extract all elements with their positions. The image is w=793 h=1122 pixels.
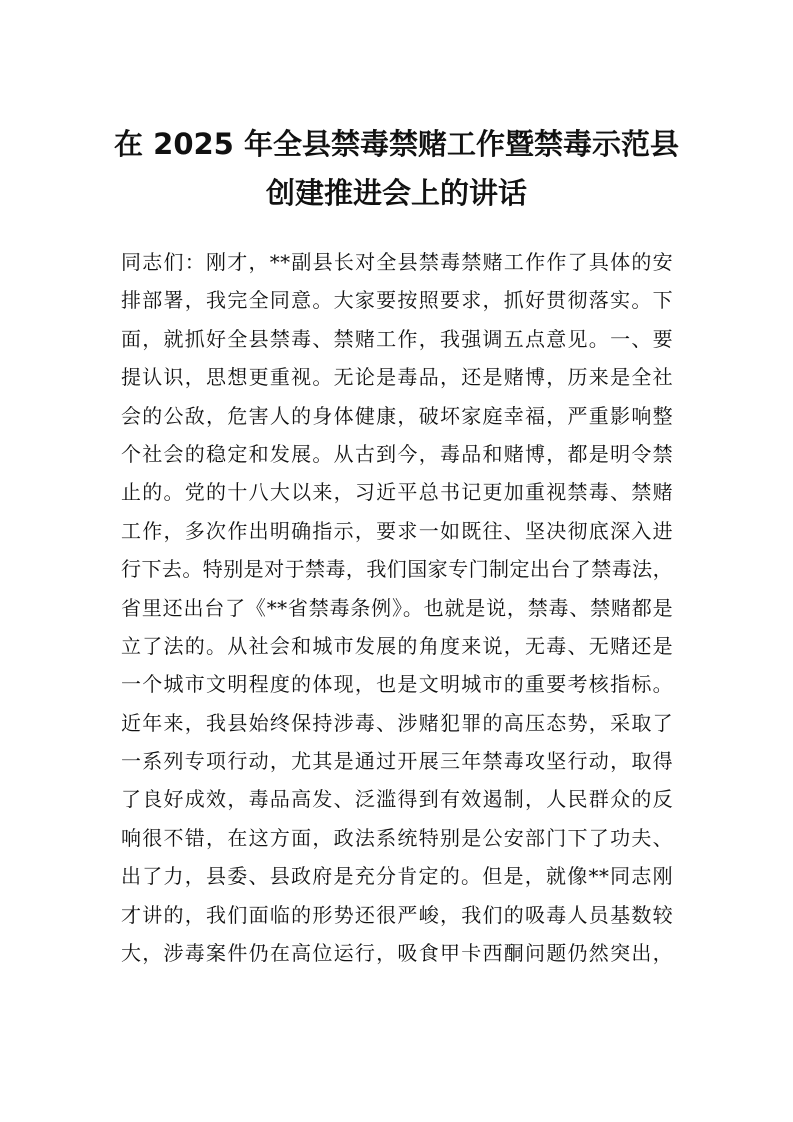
body-line-12: 一个城市文明程度的体现，也是文明城市的重要考核指标。 — [121, 672, 673, 697]
document-title-line-2: 创建推进会上的讲话 — [265, 176, 527, 210]
body-line-6: 个社会的稳定和发展。从古到今，毒品和赌博，都是明令禁 — [121, 441, 673, 466]
body-line-9: 行下去。特别是对于禁毒，我们国家专门制定出台了禁毒法， — [121, 557, 673, 582]
body-line-3: 面，就抓好全县禁毒、禁赌工作，我强调五点意见。一、要 — [121, 326, 673, 351]
body-line-2: 排部署，我完全同意。大家要按照要求，抓好贯彻落实。下 — [121, 288, 673, 313]
body-line-5: 会的公敌，危害人的身体健康，破坏家庭幸福，严重影响整 — [121, 403, 673, 428]
body-line-17: 出了力，县委、县政府是充分肯定的。但是，就像**同志刚 — [121, 864, 673, 889]
body-line-11: 立了法的。从社会和城市发展的角度来说，无毒、无赌还是 — [121, 633, 673, 658]
body-line-13: 近年来，我县始终保持涉毒、涉赌犯罪的高压态势，采取了 — [121, 710, 673, 735]
body-line-4: 提认识，思想更重视。无论是毒品，还是赌博，历来是全社 — [121, 365, 673, 390]
document-title-line-1: 在 2025 年全县禁毒禁赌工作暨禁毒示范县 — [114, 127, 679, 161]
body-line-10: 省里还出台了《**省禁毒条例》。也就是说，禁毒、禁赌都是 — [121, 595, 673, 620]
body-line-19: 大，涉毒案件仍在高位运行，吸食甲卡西酮问题仍然突出， — [121, 941, 673, 966]
body-line-14: 一系列专项行动，尤其是通过开展三年禁毒攻坚行动，取得 — [121, 749, 673, 774]
body-line-1: 同志们：刚才，**副县长对全县禁毒禁赌工作作了具体的安 — [121, 250, 673, 274]
speech-body — [121, 243, 673, 972]
body-line-7: 止的。党的十八大以来，习近平总书记更加重视禁毒、禁赌 — [121, 480, 673, 505]
body-line-16: 响很不错，在这方面，政法系统特别是公安部门下了功夫、 — [121, 825, 673, 850]
body-line-15: 了良好成效，毒品高发、泛滥得到有效遏制，人民群众的反 — [121, 787, 673, 812]
body-line-18: 才讲的，我们面临的形势还很严峻，我们的吸毒人员基数较 — [121, 902, 673, 927]
body-line-8: 工作，多次作出明确指示，要求一如既往、坚决彻底深入进 — [121, 518, 673, 543]
